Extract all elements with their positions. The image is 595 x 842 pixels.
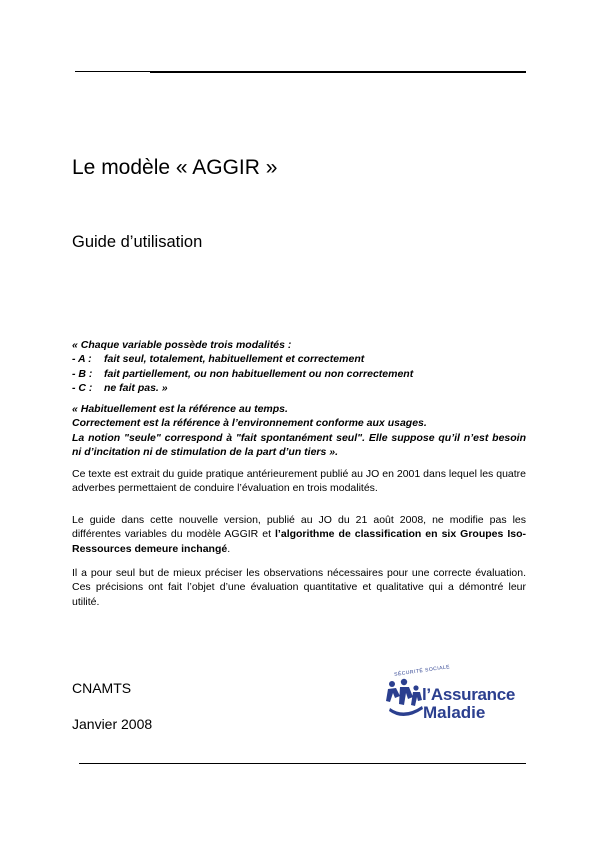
- modality-label: - C :: [72, 382, 93, 395]
- modality-label: - B :: [72, 367, 93, 380]
- paragraph-purpose: Il a pour seul but de mieux préciser les observations nécessaires pour une correcte évaluation. Ces précisions ont fait l’objet d’une évaluation quantitative et qualitative qui a démontré leur utilité.: [72, 567, 526, 608]
- assurance-maladie-logo: [382, 662, 527, 734]
- paragraph-new-version: [72, 513, 526, 556]
- definition-line: Correctement est la référence à l’environnement conforme aux usages.: [72, 417, 427, 430]
- definition-paragraph: La notion "seule" correspond à "fait spontanément seul". Elle suppose qu’il n’est besoin ni d’incitation ni de stimulation de la part d’un tiers ».: [72, 431, 526, 459]
- quote-intro: « Chaque variable possède trois modalités :: [72, 339, 292, 351]
- modality-text: fait partiellement, ou non habituellement ou non correctement: [104, 367, 414, 380]
- document-title: Le modèle « AGGIR »: [72, 156, 278, 179]
- paragraph-text: Le guide dans cette nouvelle version, publié au JO du 21 août 2008, ne modifie pas les différentes variables du modèle AGGIR et: [72, 514, 526, 541]
- modality-label: - A :: [72, 353, 92, 366]
- document-subtitle: Guide d’utilisation: [72, 233, 203, 251]
- paragraph-emphasis: l’algorithme de classification en six Groupes Iso-Ressources demeure inchangé: [72, 528, 527, 555]
- paragraph-origin: Ce texte est extrait du guide pratique antérieurement publié au JO en 2001 dans lequel les quatre adverbes permettaient de conduire l’évaluation en trois modalités.: [72, 468, 526, 495]
- modality-item-a: [72, 352, 526, 366]
- logo-line-2: Maladie: [423, 703, 486, 722]
- modality-text: ne fait pas. »: [104, 382, 168, 395]
- definition-line: « Habituellement est la référence au temps.: [72, 403, 288, 415]
- top-rule-thick: [150, 71, 526, 73]
- author-org: CNAMTS: [72, 680, 132, 696]
- logo-small-text: SÉCURITÉ SOCIALE: [393, 664, 451, 678]
- logo-text: [422, 686, 515, 722]
- modality-text: fait seul, totalement, habituellement et correctement: [104, 353, 365, 366]
- modality-item-c: [72, 381, 526, 395]
- definitions-quote: [72, 402, 526, 460]
- modality-item-b: [72, 367, 526, 381]
- paragraph-text-end: .: [227, 542, 231, 555]
- modalities-quote: [72, 338, 526, 396]
- bottom-rule: [79, 763, 526, 764]
- logo-line-1: l’Assurance: [422, 685, 516, 704]
- publication-date: Janvier 2008: [72, 716, 153, 732]
